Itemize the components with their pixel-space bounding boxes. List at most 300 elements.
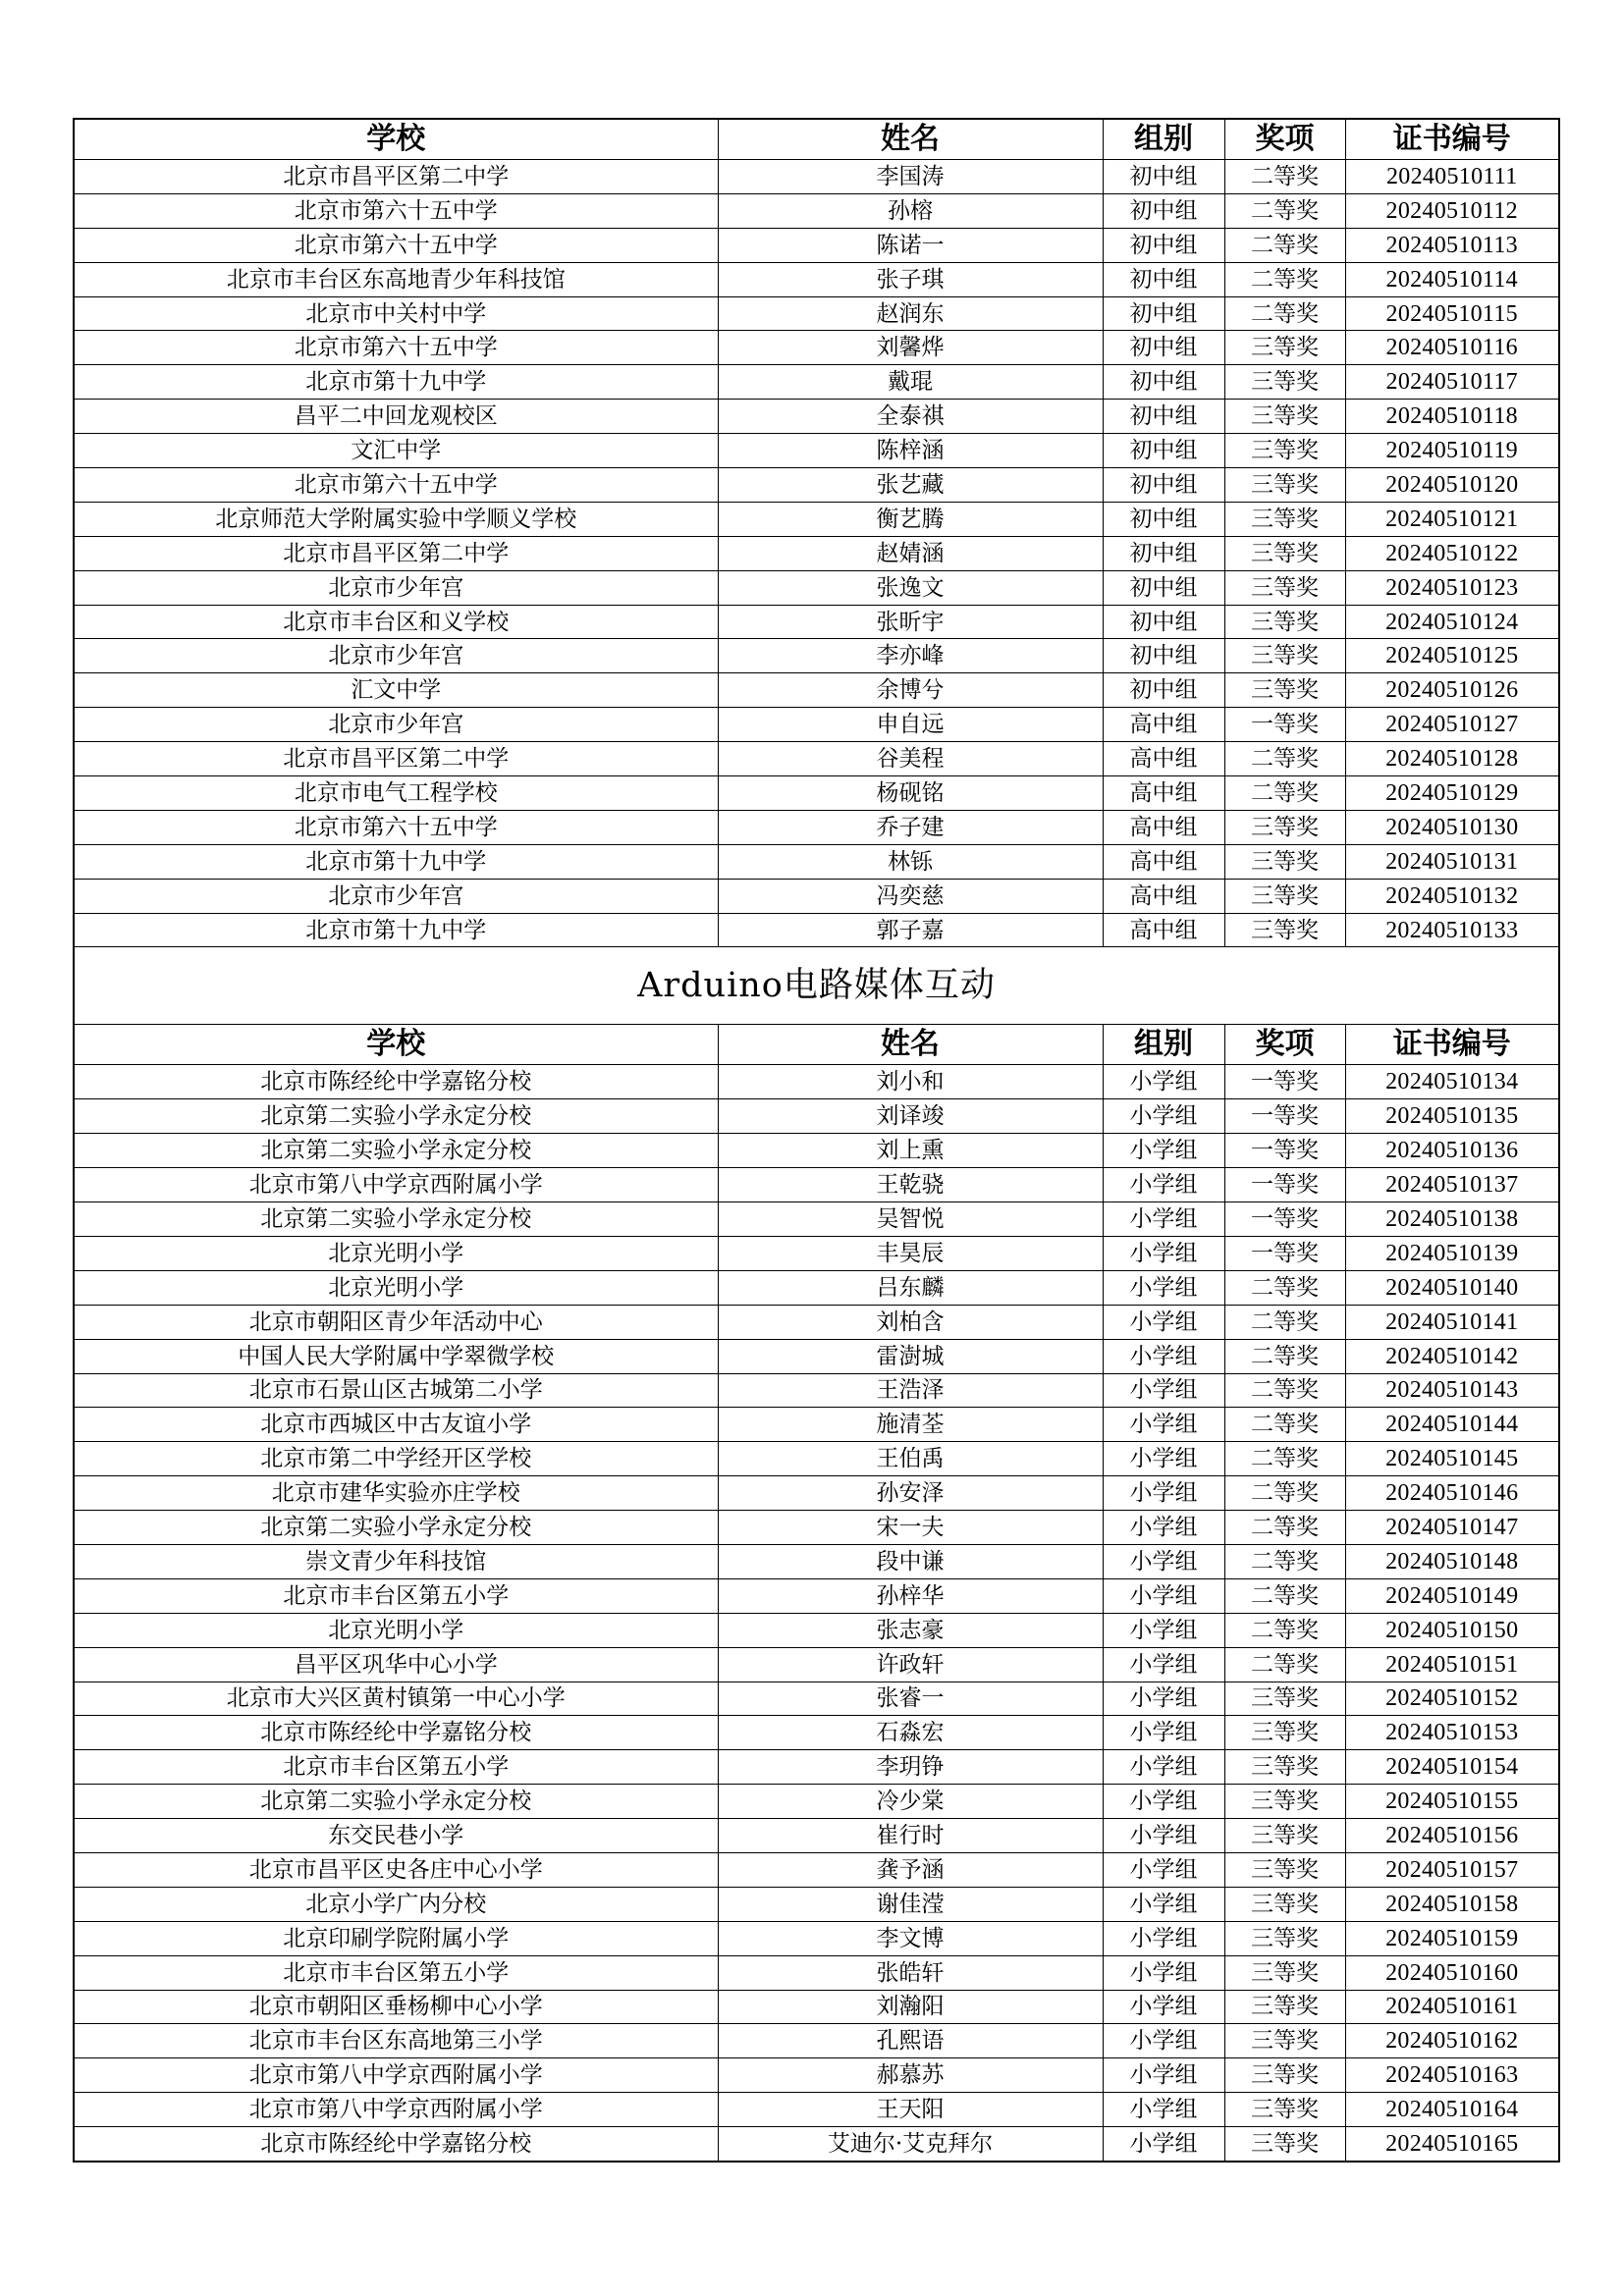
table-row [74,1613,1559,1647]
cell-school: 北京市昌平区第二中学 [74,160,718,194]
cell-school: 北京市少年宫 [74,570,718,605]
cell-award: 二等奖 [1224,742,1345,776]
cell-school: 北京市陈经纶中学嘉铭分校 [74,2127,718,2162]
cell-name: 王浩泽 [718,1373,1103,1408]
cell-cert: 20240510125 [1345,639,1559,673]
cell-cert: 20240510163 [1345,2058,1559,2093]
header-row [74,119,1559,160]
cell-cert: 20240510116 [1345,331,1559,365]
cell-award: 三等奖 [1224,913,1345,947]
table-row [74,1785,1559,1819]
cell-group: 小学组 [1103,1955,1224,1990]
cell-group: 初中组 [1103,434,1224,468]
cell-name: 王天阳 [718,2093,1103,2127]
cell-award: 二等奖 [1224,1511,1345,1545]
cell-school: 北京市陈经纶中学嘉铭分校 [74,1716,718,1750]
cell-award: 三等奖 [1224,365,1345,400]
cell-award: 三等奖 [1224,844,1345,879]
cell-group: 初中组 [1103,365,1224,400]
cell-school: 北京市第十九中学 [74,365,718,400]
cell-award: 二等奖 [1224,1305,1345,1339]
cell-group: 高中组 [1103,913,1224,947]
cell-name: 谷美程 [718,742,1103,776]
cell-name: 孙榕 [718,193,1103,228]
cell-school: 北京市第六十五中学 [74,468,718,503]
section-title-row [74,947,1559,1025]
cell-cert: 20240510135 [1345,1099,1559,1134]
table-row [74,296,1559,331]
cell-name: 乔子建 [718,810,1103,844]
cell-name: 李国涛 [718,160,1103,194]
cell-school: 北京市大兴区黄村镇第一中心小学 [74,1682,718,1716]
cell-group: 小学组 [1103,1785,1224,1819]
cell-group: 小学组 [1103,1065,1224,1099]
cell-name: 施清荃 [718,1408,1103,1442]
cell-group: 小学组 [1103,2127,1224,2162]
cell-award: 二等奖 [1224,776,1345,811]
cell-name: 李玥铮 [718,1750,1103,1785]
cell-award: 三等奖 [1224,2093,1345,2127]
cell-group: 初中组 [1103,570,1224,605]
cell-cert: 20240510131 [1345,844,1559,879]
cell-group: 小学组 [1103,1613,1224,1647]
cell-cert: 20240510141 [1345,1305,1559,1339]
section2-title-block [74,947,1559,1065]
cell-school: 北京市少年宫 [74,708,718,742]
cell-name: 余博兮 [718,673,1103,708]
cell-school: 崇文青少年科技馆 [74,1544,718,1578]
cell-name: 张睿一 [718,1682,1103,1716]
cell-cert: 20240510149 [1345,1578,1559,1613]
cell-school: 北京第二实验小学永定分校 [74,1785,718,1819]
table-row [74,1819,1559,1853]
table-row [74,1270,1559,1305]
cell-school: 北京市陈经纶中学嘉铭分校 [74,1065,718,1099]
cell-award: 三等奖 [1224,2024,1345,2058]
cell-school: 北京市第二中学经开区学校 [74,1442,718,1476]
cell-award: 一等奖 [1224,708,1345,742]
cell-cert: 20240510165 [1345,2127,1559,2162]
cell-name: 刘柏含 [718,1305,1103,1339]
cell-school: 北京市朝阳区垂杨柳中心小学 [74,1990,718,2024]
table-row [74,468,1559,503]
cell-school: 东交民巷小学 [74,1819,718,1853]
cell-name: 石淼宏 [718,1716,1103,1750]
cell-cert: 20240510146 [1345,1476,1559,1511]
table-row [74,1647,1559,1682]
cell-group: 高中组 [1103,879,1224,913]
cell-school: 北京市第六十五中学 [74,810,718,844]
cell-name: 张艺藏 [718,468,1103,503]
cell-school: 中国人民大学附属中学翠微学校 [74,1339,718,1373]
cell-award: 二等奖 [1224,1408,1345,1442]
section2-body [74,1065,1559,2162]
table-row [74,913,1559,947]
cell-group: 小学组 [1103,1236,1224,1270]
cell-cert: 20240510118 [1345,400,1559,434]
cell-group: 小学组 [1103,2058,1224,2093]
cell-school: 北京市石景山区古城第二小学 [74,1373,718,1408]
table-row [74,502,1559,536]
cell-group: 初中组 [1103,400,1224,434]
cell-award: 二等奖 [1224,1442,1345,1476]
cell-cert: 20240510153 [1345,1716,1559,1750]
cell-name: 龚予涵 [718,1852,1103,1887]
cell-name: 陈梓涵 [718,434,1103,468]
cell-cert: 20240510134 [1345,1065,1559,1099]
table-row [74,1134,1559,1168]
cell-school: 北京市第十九中学 [74,913,718,947]
table-row [74,776,1559,811]
cell-group: 小学组 [1103,2024,1224,2058]
cell-group: 初中组 [1103,193,1224,228]
cell-name: 张昕宇 [718,605,1103,639]
cell-name: 许政轩 [718,1647,1103,1682]
cell-group: 高中组 [1103,810,1224,844]
table-row [74,1408,1559,1442]
table-row [74,844,1559,879]
award-sheet [73,118,1558,2163]
cell-school: 北京市少年宫 [74,639,718,673]
header-award: 奖项 [1224,119,1345,160]
cell-cert: 20240510123 [1345,570,1559,605]
header-school: 学校 [74,1025,718,1065]
cell-award: 三等奖 [1224,605,1345,639]
cell-school: 北京第二实验小学永定分校 [74,1511,718,1545]
table-row [74,365,1559,400]
cell-group: 小学组 [1103,1305,1224,1339]
cell-school: 北京第二实验小学永定分校 [74,1099,718,1134]
cell-award: 二等奖 [1224,160,1345,194]
table-row [74,1236,1559,1270]
cell-group: 小学组 [1103,1339,1224,1373]
cell-award: 一等奖 [1224,1065,1345,1099]
cell-group: 初中组 [1103,605,1224,639]
cell-group: 小学组 [1103,1270,1224,1305]
cell-cert: 20240510126 [1345,673,1559,708]
cell-school: 昌平区巩华中心小学 [74,1647,718,1682]
cell-cert: 20240510143 [1345,1373,1559,1408]
table-row [74,262,1559,296]
cell-school: 北京光明小学 [74,1270,718,1305]
cell-school: 北京市丰台区第五小学 [74,1578,718,1613]
table-row [74,1682,1559,1716]
cell-award: 一等奖 [1224,1202,1345,1237]
cell-group: 初中组 [1103,331,1224,365]
cell-cert: 20240510117 [1345,365,1559,400]
table-row [74,536,1559,570]
cell-cert: 20240510155 [1345,1785,1559,1819]
cell-award: 三等奖 [1224,1716,1345,1750]
table-row [74,1099,1559,1134]
cell-name: 衡艺腾 [718,502,1103,536]
cell-name: 王乾骁 [718,1168,1103,1202]
cell-award: 三等奖 [1224,1682,1345,1716]
cell-school: 北京印刷学院附属小学 [74,1921,718,1955]
table-row [74,160,1559,194]
cell-award: 三等奖 [1224,673,1345,708]
table-row [74,1578,1559,1613]
cell-name: 刘译竣 [718,1099,1103,1134]
cell-cert: 20240510137 [1345,1168,1559,1202]
cell-name: 张志豪 [718,1613,1103,1647]
cell-school: 北京市昌平区第二中学 [74,742,718,776]
cell-group: 初中组 [1103,262,1224,296]
cell-award: 二等奖 [1224,1476,1345,1511]
cell-award: 三等奖 [1224,1785,1345,1819]
cell-name: 刘瀚阳 [718,1990,1103,2024]
cell-name: 孙安泽 [718,1476,1103,1511]
table-row [74,2058,1559,2093]
cell-cert: 20240510148 [1345,1544,1559,1578]
cell-cert: 20240510124 [1345,605,1559,639]
cell-school: 北京市西城区中古友谊小学 [74,1408,718,1442]
cell-school: 北京市昌平区第二中学 [74,536,718,570]
cell-award: 二等奖 [1224,296,1345,331]
cell-cert: 20240510156 [1345,1819,1559,1853]
cell-award: 三等奖 [1224,570,1345,605]
cell-award: 三等奖 [1224,639,1345,673]
cell-name: 刘馨烨 [718,331,1103,365]
table-row [74,1202,1559,1237]
cell-cert: 20240510161 [1345,1990,1559,2024]
cell-group: 小学组 [1103,1408,1224,1442]
table-row [74,639,1559,673]
cell-group: 初中组 [1103,502,1224,536]
table-row [74,1373,1559,1408]
cell-name: 艾迪尔·艾克拜尔 [718,2127,1103,2162]
cell-name: 孔熙语 [718,2024,1103,2058]
cell-award: 二等奖 [1224,1578,1345,1613]
cell-group: 小学组 [1103,1202,1224,1237]
cell-name: 林铄 [718,844,1103,879]
cell-school: 北京市第八中学京西附属小学 [74,2093,718,2127]
header-award: 奖项 [1224,1025,1345,1065]
cell-name: 戴琨 [718,365,1103,400]
cell-school: 北京市建华实验亦庄学校 [74,1476,718,1511]
cell-cert: 20240510112 [1345,193,1559,228]
cell-cert: 20240510133 [1345,913,1559,947]
cell-name: 孙梓华 [718,1578,1103,1613]
section-title: Arduino电路媒体互动 [74,947,1559,1025]
cell-school: 北京光明小学 [74,1613,718,1647]
cell-cert: 20240510113 [1345,228,1559,262]
cell-cert: 20240510147 [1345,1511,1559,1545]
cell-cert: 20240510138 [1345,1202,1559,1237]
header-school: 学校 [74,119,718,160]
cell-cert: 20240510160 [1345,1955,1559,1990]
cell-group: 高中组 [1103,742,1224,776]
table-row [74,1442,1559,1476]
header-cert: 证书编号 [1345,119,1559,160]
cell-award: 三等奖 [1224,2127,1345,2162]
cell-group: 小学组 [1103,2093,1224,2127]
cell-school: 北京市丰台区东高地青少年科技馆 [74,262,718,296]
cell-school: 北京第二实验小学永定分校 [74,1134,718,1168]
cell-group: 初中组 [1103,160,1224,194]
cell-school: 北京市第六十五中学 [74,193,718,228]
cell-award: 二等奖 [1224,1613,1345,1647]
cell-cert: 20240510130 [1345,810,1559,844]
cell-school: 北京第二实验小学永定分校 [74,1202,718,1237]
table-row [74,2127,1559,2162]
cell-school: 北京市第十九中学 [74,844,718,879]
cell-award: 一等奖 [1224,1168,1345,1202]
cell-award: 二等奖 [1224,193,1345,228]
cell-group: 初中组 [1103,296,1224,331]
cell-cert: 20240510162 [1345,2024,1559,2058]
cell-cert: 20240510145 [1345,1442,1559,1476]
header-row [74,1025,1559,1065]
cell-school: 北京市电气工程学校 [74,776,718,811]
cell-group: 高中组 [1103,708,1224,742]
cell-name: 雷澍城 [718,1339,1103,1373]
header-group: 组别 [1103,119,1224,160]
cell-name: 刘小和 [718,1065,1103,1099]
table-row [74,742,1559,776]
cell-group: 小学组 [1103,1852,1224,1887]
cell-school: 汇文中学 [74,673,718,708]
table-row [74,1921,1559,1955]
cell-award: 一等奖 [1224,1134,1345,1168]
cell-group: 初中组 [1103,639,1224,673]
cell-name: 张子琪 [718,262,1103,296]
header-group: 组别 [1103,1025,1224,1065]
table-row [74,228,1559,262]
cell-group: 初中组 [1103,536,1224,570]
cell-award: 二等奖 [1224,1270,1345,1305]
cell-cert: 20240510114 [1345,262,1559,296]
cell-group: 初中组 [1103,673,1224,708]
header-name: 姓名 [718,119,1103,160]
cell-name: 崔行时 [718,1819,1103,1853]
cell-cert: 20240510132 [1345,879,1559,913]
cell-cert: 20240510154 [1345,1750,1559,1785]
table-row [74,1476,1559,1511]
table-row [74,605,1559,639]
cell-award: 二等奖 [1224,1544,1345,1578]
cell-group: 小学组 [1103,1578,1224,1613]
cell-school: 北京市昌平区史各庄中心小学 [74,1852,718,1887]
cell-school: 北京光明小学 [74,1236,718,1270]
cell-group: 小学组 [1103,1990,1224,2024]
cell-school: 北京市丰台区东高地第三小学 [74,2024,718,2058]
table-row [74,1852,1559,1887]
cell-award: 二等奖 [1224,1373,1345,1408]
table-row [74,2093,1559,2127]
cell-name: 李文博 [718,1921,1103,1955]
cell-award: 三等奖 [1224,400,1345,434]
cell-group: 小学组 [1103,1511,1224,1545]
cell-name: 申自远 [718,708,1103,742]
table-row [74,193,1559,228]
cell-cert: 20240510136 [1345,1134,1559,1168]
cell-group: 小学组 [1103,1682,1224,1716]
table-row [74,1168,1559,1202]
table-row [74,570,1559,605]
cell-cert: 20240510139 [1345,1236,1559,1270]
cell-award: 三等奖 [1224,1990,1345,2024]
cell-school: 北京市中关村中学 [74,296,718,331]
cell-group: 小学组 [1103,1373,1224,1408]
cell-name: 王伯禹 [718,1442,1103,1476]
award-table [73,118,1560,2163]
cell-school: 北京市第六十五中学 [74,331,718,365]
table-row [74,1716,1559,1750]
table-row [74,1750,1559,1785]
cell-cert: 20240510142 [1345,1339,1559,1373]
cell-school: 昌平二中回龙观校区 [74,400,718,434]
cell-award: 三等奖 [1224,434,1345,468]
cell-name: 冷少棠 [718,1785,1103,1819]
table-row [74,1065,1559,1099]
cell-award: 三等奖 [1224,2058,1345,2093]
table-row [74,1339,1559,1373]
section1-body [74,160,1559,947]
table-row [74,1511,1559,1545]
cell-award: 三等奖 [1224,879,1345,913]
table-row [74,1887,1559,1921]
cell-group: 小学组 [1103,1099,1224,1134]
cell-group: 小学组 [1103,1442,1224,1476]
cell-award: 二等奖 [1224,228,1345,262]
table-row [74,1544,1559,1578]
cell-name: 全泰祺 [718,400,1103,434]
cell-cert: 20240510164 [1345,2093,1559,2127]
cell-name: 吕东麟 [718,1270,1103,1305]
cell-cert: 20240510129 [1345,776,1559,811]
cell-group: 小学组 [1103,1750,1224,1785]
cell-group: 小学组 [1103,1921,1224,1955]
cell-name: 赵婧涵 [718,536,1103,570]
cell-school: 北京市丰台区第五小学 [74,1750,718,1785]
cell-group: 小学组 [1103,1168,1224,1202]
cell-name: 郝慕苏 [718,2058,1103,2093]
cell-school: 北京市丰台区第五小学 [74,1955,718,1990]
cell-cert: 20240510144 [1345,1408,1559,1442]
cell-school: 北京市第六十五中学 [74,228,718,262]
cell-name: 张逸文 [718,570,1103,605]
cell-award: 三等奖 [1224,1819,1345,1853]
cell-award: 三等奖 [1224,810,1345,844]
cell-cert: 20240510120 [1345,468,1559,503]
cell-cert: 20240510157 [1345,1852,1559,1887]
cell-group: 小学组 [1103,1716,1224,1750]
cell-cert: 20240510152 [1345,1682,1559,1716]
cell-name: 赵润东 [718,296,1103,331]
table-row [74,434,1559,468]
cell-award: 二等奖 [1224,262,1345,296]
cell-award: 二等奖 [1224,1339,1345,1373]
cell-name: 张皓轩 [718,1955,1103,1990]
cell-group: 初中组 [1103,228,1224,262]
cell-school: 北京市第八中学京西附属小学 [74,1168,718,1202]
cell-school: 北京小学广内分校 [74,1887,718,1921]
cell-cert: 20240510150 [1345,1613,1559,1647]
table-row [74,879,1559,913]
cell-school: 北京市朝阳区青少年活动中心 [74,1305,718,1339]
cell-cert: 20240510151 [1345,1647,1559,1682]
cell-name: 吴智悦 [718,1202,1103,1237]
cell-cert: 20240510127 [1345,708,1559,742]
cell-name: 郭子嘉 [718,913,1103,947]
table-row [74,673,1559,708]
table-row [74,708,1559,742]
cell-name: 陈诺一 [718,228,1103,262]
cell-cert: 20240510158 [1345,1887,1559,1921]
cell-cert: 20240510122 [1345,536,1559,570]
cell-school: 北京市少年宫 [74,879,718,913]
